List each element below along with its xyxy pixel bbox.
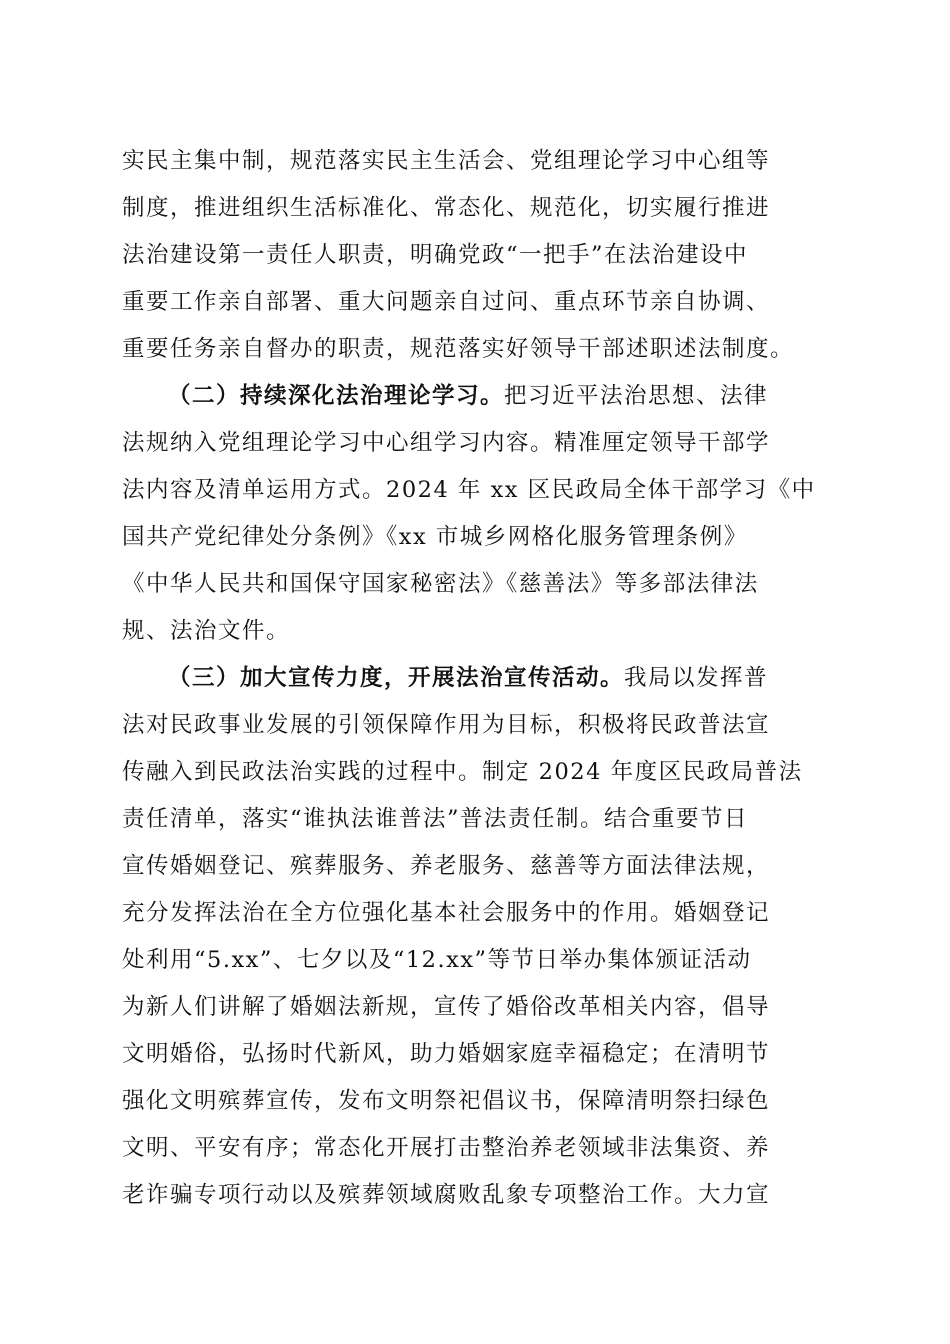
paragraph-line: 重要任务亲自督办的职责，规范落实好领导干部述职述法制度。 [122,336,795,362]
section-3-first-line [122,655,827,702]
paragraph-line: 法规纳入党组理论学习中心组学习内容。精准厘定领导干部学 [122,430,771,456]
paragraph-line: 强化文明殡葬宣传，发布文明祭祀倡议书，保障清明祭扫绿色 [122,1088,771,1114]
paragraph-line: 法内容及清单运用方式。2024 年 xx 区民政局全体干部学习《中 [122,477,816,503]
paragraph-line: 传融入到民政法治实践的过程中。制定 2024 年度区民政局普法 [122,759,803,785]
paragraph-line: 文明婚俗，弘扬时代新风，助力婚姻家庭幸福稳定；在清明节 [122,1041,771,1067]
paragraph-line: 实民主集中制，规范落实民主生活会、党组理论学习中心组等 [122,148,771,174]
paragraph-line: 规、法治文件。 [122,618,291,644]
paragraph-line: 《中华人民共和国保守国家秘密法》《慈善法》等多部法律法 [122,571,759,597]
paragraph-line: 法对民政事业发展的引领保障作用为目标，积极将民政普法宣 [122,712,771,738]
paragraph-line: 为新人们讲解了婚姻法新规，宣传了婚俗改革相关内容，倡导 [122,994,771,1020]
paragraph-line: 文明、平安有序；常态化开展打击整治养老领域非法集资、养 [122,1135,771,1161]
paragraph-line: 宣传婚姻登记、殡葬服务、养老服务、慈善等方面法律法规， [122,853,771,879]
paragraph-line: 制度，推进组织生活标准化、常态化、规范化，切实履行推进 [122,195,771,221]
section-2-first-line-text: 把习近平法治思想、法律 [504,383,769,409]
body-text [122,138,827,1219]
paragraph-line: 责任清单，落实“谁执法谁普法”普法责任制。结合重要节日 [122,806,749,832]
paragraph-line: 重要工作亲自部署、重大问题亲自过问、重点环节亲自协调、 [122,289,771,315]
section-3-heading: （三）加大宣传力度，开展法治宣传活动。 [168,665,625,691]
section-2-first-line [122,373,827,420]
paragraph-line: 老诈骗专项行动以及殡葬领域腐败乱象专项整治工作。大力宣 [122,1182,771,1208]
section-2-heading: （二）持续深化法治理论学习。 [168,383,505,409]
paragraph-line: 充分发挥法治在全方位强化基本社会服务中的作用。婚姻登记 [122,900,771,926]
paragraph-line: 国共产党纪律处分条例》《xx 市城乡网格化服务管理条例》 [122,524,748,550]
paragraph-line: 处利用“5.xx”、七夕以及“12.xx”等节日举办集体颁证活动 [122,947,752,973]
section-3-first-line-text: 我局以发挥普 [624,665,769,691]
paragraph-line: 法治建设第一责任人职责，明确党政“一把手”在法治建设中 [122,242,749,268]
